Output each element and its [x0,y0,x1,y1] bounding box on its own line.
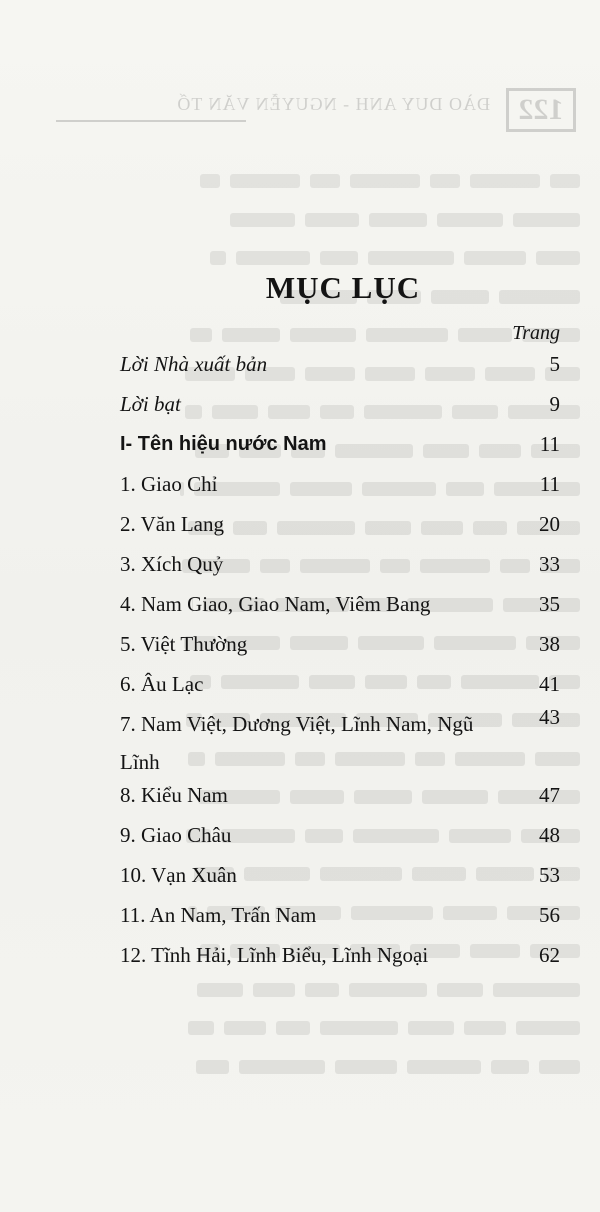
toc-entry-title: 6. Âu Lạc [120,672,204,696]
table-of-contents [120,270,560,983]
toc-entry-title: 8. Kiểu Nam [120,783,228,807]
toc-entry [120,432,560,472]
toc-entry-title: 10. Vạn Xuân [120,863,237,887]
toc-entry-title: Lời bạt [120,392,181,416]
toc-entry-title: 12. Tĩnh Hải, Lĩnh Biểu, Lĩnh Ngoại [120,943,429,967]
toc-entry-title: I- Tên hiệu nước Nam [120,433,327,455]
toc-entry [120,592,560,632]
ghost-header-rule [56,120,246,122]
toc-entry-page: 41 [539,672,560,696]
toc-entry-title: 3. Xích Quỷ [120,552,224,576]
toc-entry-title: 1. Giao Chỉ [120,472,218,496]
toc-entry-page: 9 [549,392,560,416]
toc-entries [120,352,560,983]
ghost-line [130,1013,580,1052]
toc-entry-page: 48 [539,823,560,847]
toc-entry-title: 7. Nam Việt, Dương Việt, Lĩnh Nam, Ngũ Lĩnh [120,712,474,774]
toc-entry [120,943,560,983]
ghost-line [130,166,580,205]
toc-entry [120,472,560,512]
toc-entry [120,352,560,392]
toc-entry-page: 38 [539,632,560,656]
toc-entry [120,903,560,943]
toc-entry-title: 9. Giao Châu [120,823,232,847]
ghost-line [130,205,580,244]
toc-entry-page: 62 [539,943,560,967]
toc-entry-title: 4. Nam Giao, Giao Nam, Viêm Bang [120,592,431,616]
toc-entry-page: 47 [539,783,560,807]
toc-entry [120,823,560,863]
toc-entry-page: 35 [539,592,560,616]
ghost-line [130,1052,580,1091]
toc-entry-title: Lời Nhà xuất bản [120,352,268,376]
toc-entry-page: 43 [539,705,560,729]
toc-entry-title: 2. Văn Lang [120,512,225,536]
toc-entry [120,863,560,903]
toc-entry [120,392,560,432]
toc-entry-page: 33 [539,552,560,576]
toc-entry-page: 11 [539,472,560,496]
toc-title: MỤC LỤC [265,270,421,305]
toc-entry-title: 11. An Nam, Trấn Nam [120,903,317,927]
ghost-running-header [56,88,576,138]
toc-entry-title: 5. Việt Thường [120,632,248,656]
toc-entry [120,512,560,552]
toc-entry-page: 20 [539,512,560,536]
toc-entry [120,632,560,672]
ghost-page-number: 122 [506,88,576,132]
toc-entry-page: 5 [549,352,560,376]
toc-entry [120,705,560,783]
toc-entry-page: 11 [539,432,560,456]
ghost-running-head: ĐÀO DUY ANH - NGUYỄN VĂN TỐ [176,94,490,114]
toc-entry-page: 56 [539,903,560,927]
toc-entry [120,552,560,592]
page-column-label: Trang [512,322,560,344]
toc-entry [120,783,560,823]
toc-entry-page: 53 [539,863,560,887]
